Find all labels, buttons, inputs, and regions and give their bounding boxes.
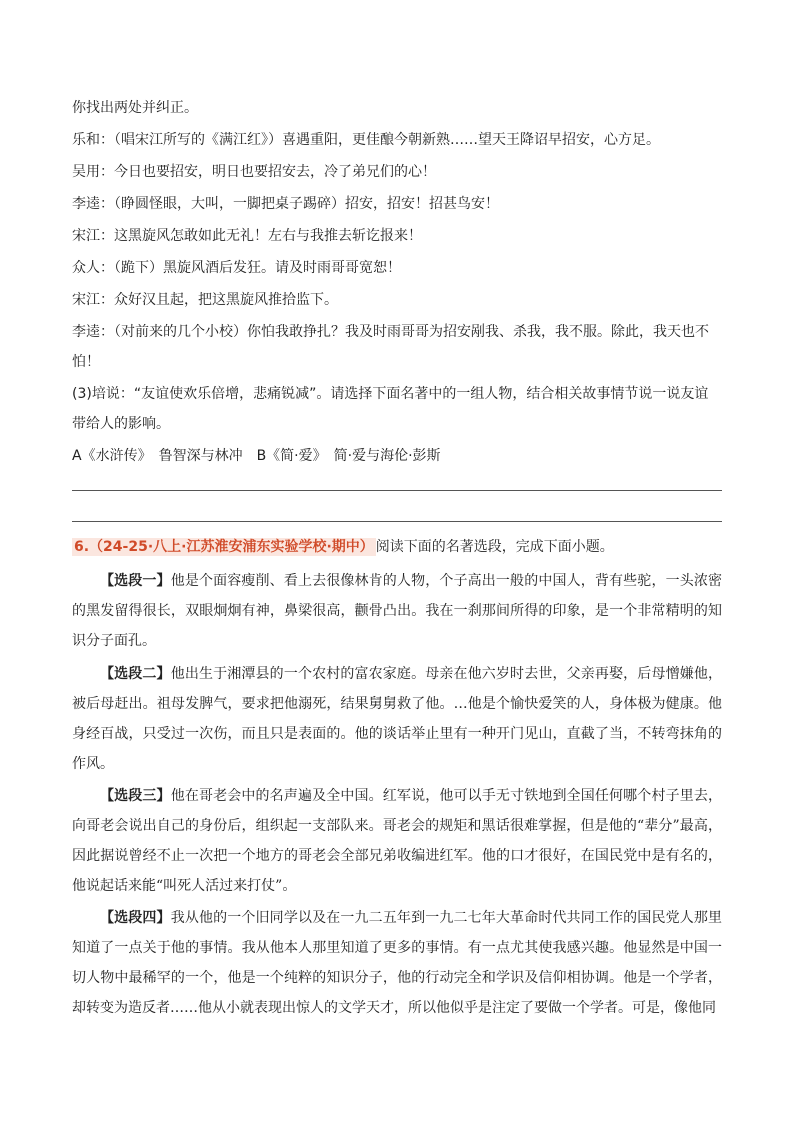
passage-4: [72, 903, 722, 1023]
passage-label: 【选段三】: [100, 788, 171, 804]
dialogue-line: 乐和：（唱宋江所写的《满江红》）喜遇重阳，更佳酿今朝新熟……望天王降诏早招安，心方足。: [72, 132, 660, 148]
question-6-heading: [72, 537, 614, 557]
dialogue-line: 众人：（跪下）黑旋风酒后发狂。请及时雨哥哥宽恕！: [72, 260, 401, 276]
question-6-instruction: 阅读下面的名著选段，完成下面小题。: [375, 539, 614, 555]
dialogue-line: 李逵：（睁圆怪眼，大叫，一脚把桌子踢碎）招安，招安！招甚鸟安！: [72, 196, 499, 212]
passage-1: [72, 566, 722, 656]
passage-text: 他出生于湘潭县的一个农村的富农家庭。母亲在他六岁时去世，父亲再娶，后母憎嫌他，被后母赶出。祖母发脾气，要求把他溺死，结果舅舅救了他。…他是个愉快爱笑的人，身体极为健康。他身经百战，只受过一次伤，而且只是表面的。他的谈话举止里有一种开门见山，直截了当，不转弯抹角的作风。: [72, 666, 723, 772]
passage-3: [72, 781, 722, 901]
passage-label: 【选段一】: [100, 573, 171, 589]
passage-text: 他在哥老会中的名声遍及全中国。红军说，他可以手无寸铁地到全国任何哪个村子里去，向哥老会说出自己的身份后，组织起一支部队来。哥老会的规矩和黑话很难掌握，但是他的“辈分”最高，因此据说曾经不止一次把一个地方的哥老会全部兄弟收编进红军。他的口才很好，在国民党中是有名的，他说起话来能“叫死人活过来打仗”。: [72, 788, 723, 894]
dialogue-line-continued: 怕！: [72, 354, 100, 370]
dialogue-line: 吴用：今日也要招安，明日也要招安去，冷了弟兄们的心！: [72, 164, 436, 180]
dialogue-line: 李逵：（对前来的几个小校）你怕我敢挣扎？我及时雨哥哥为招安剐我、杀我，我不服。除此，我天也不: [72, 324, 709, 340]
passage-label: 【选段二】: [100, 666, 171, 682]
text-line: 你找出两处并纠正。: [72, 100, 198, 116]
question-3-options: A《水浒传》 鲁智深与林冲 B《简·爱》 简·爱与海伦·彭斯: [72, 448, 441, 464]
answer-line: [72, 521, 722, 522]
dialogue-line: 宋江：这黑旋风怎敢如此无礼！左右与我推去斩讫报来！: [72, 228, 422, 244]
passage-2: [72, 659, 722, 779]
passage-text: 他是个面容瘦削、看上去很像林肯的人物，个子高出一般的中国人，背有些驼，一头浓密的黑发留得很长，双眼炯炯有神，鼻梁很高，颧骨凸出。我在一刹那间所得的印象，是一个非常精明的知识分子面孔。: [72, 573, 723, 649]
passage-text: 我从他的一个旧同学以及在一九二五年到一九二七年大革命时代共同工作的国民党人那里知道了一点关于他的事情。我从他本人那里知道了更多的事情。有一点尤其使我感兴趣。他显然是中国一切人物中最稀罕的一个，他是一个纯粹的知识分子，他的行动完全和学识及信仰相协调。他是一个学者，却转变为造反者……他从小就表现出惊人的文学天才，所以他似乎是注定了要做一个学者。可是，像他同: [72, 910, 723, 1016]
question-3-prompt: (3)培说：“友谊使欢乐倍增，悲痛锐减”。请选择下面名著中的一组人物，结合相关故事情节说一说友谊: [72, 386, 709, 402]
passage-label: 【选段四】: [100, 910, 171, 926]
question-3-prompt-continued: 带给人的影响。: [72, 416, 170, 432]
dialogue-line: 宋江：众好汉且起，把这黑旋风推拾监下。: [72, 292, 338, 308]
answer-line: [72, 490, 722, 491]
question-source-tag: 6.（24-25·八上·江苏淮安浦东实验学校·期中）: [74, 539, 374, 555]
